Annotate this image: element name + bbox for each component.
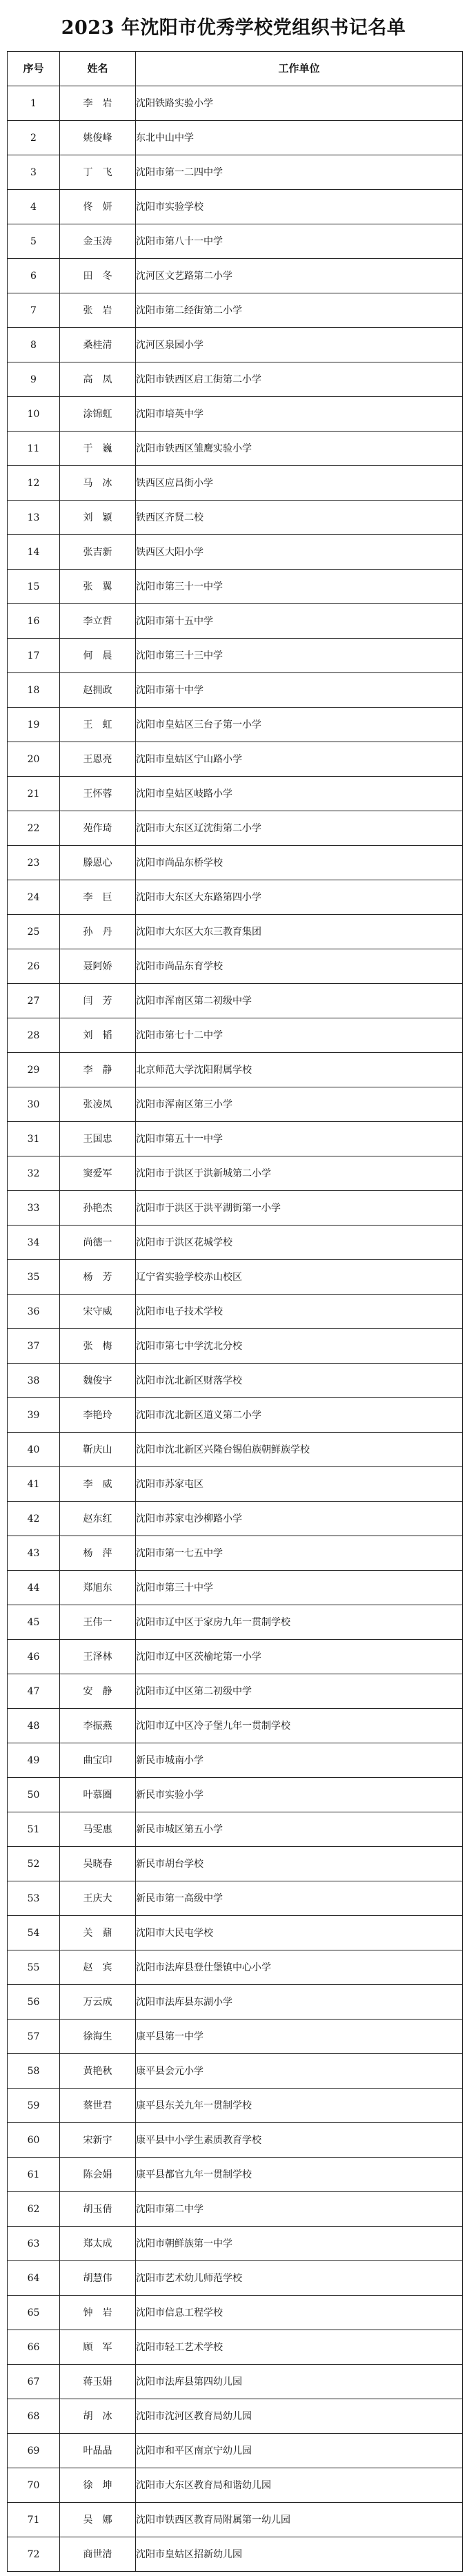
table-row [8,2365,463,2399]
table-row [8,1398,463,1433]
table-row [8,811,463,846]
table-row [8,86,463,121]
work-unit: 康平县都官九年一贯制学校 [136,2158,463,2192]
work-unit: 沈阳市法库县东湖小学 [136,1985,463,2020]
row-number: 46 [8,1640,60,1674]
work-unit: 沈阳市第十中学 [136,673,463,708]
table-row [8,1743,463,1778]
work-unit: 沈阳市于洪区于洪平湖街第一小学 [136,1191,463,1226]
person-name: 王恩亮 [60,742,136,777]
work-unit: 沈阳市培英中学 [136,397,463,432]
table-row [8,155,463,190]
table-row [8,2158,463,2192]
table-row [8,1433,463,1467]
row-number: 53 [8,1881,60,1916]
table-row [8,466,463,501]
table-row [8,604,463,639]
person-name: 赵 宾 [60,1950,136,1985]
work-unit: 沈阳市皇姑区宁山路小学 [136,742,463,777]
row-number: 59 [8,2089,60,2123]
work-unit: 沈河区泉园小学 [136,328,463,362]
row-number: 62 [8,2192,60,2227]
work-unit: 铁西区大阳小学 [136,535,463,570]
person-name: 张吉新 [60,535,136,570]
person-name: 赵拥政 [60,673,136,708]
work-unit: 沈阳市沈北新区道义第二小学 [136,1398,463,1433]
row-number: 36 [8,1295,60,1329]
person-name: 胡慧伟 [60,2261,136,2296]
row-number: 23 [8,846,60,880]
work-unit: 沈阳市辽中区第二初级中学 [136,1674,463,1709]
table-row [8,1916,463,1950]
table-row [8,2192,463,2227]
table-row [8,121,463,155]
work-unit: 沈阳市皇姑区岐路小学 [136,777,463,811]
table-row [8,673,463,708]
row-number: 25 [8,915,60,949]
row-number: 3 [8,155,60,190]
person-name: 蒋玉娟 [60,2365,136,2399]
table-row [8,1571,463,1605]
work-unit: 沈阳市信息工程学校 [136,2296,463,2330]
row-number: 28 [8,1018,60,1053]
table-row [8,570,463,604]
person-name: 丁 飞 [60,155,136,190]
person-name: 曲宝印 [60,1743,136,1778]
person-name: 窦爱军 [60,1156,136,1191]
table-row [8,1295,463,1329]
header-name: 姓名 [60,52,136,86]
header-number: 序号 [8,52,60,86]
row-number: 68 [8,2399,60,2434]
person-name: 马雯惠 [60,1812,136,1847]
person-name: 宋新宇 [60,2123,136,2158]
person-name: 李 岩 [60,86,136,121]
work-unit: 沈阳市第二中学 [136,2192,463,2227]
work-unit: 沈阳市浑南区第二初级中学 [136,984,463,1018]
person-name: 张 梅 [60,1329,136,1364]
work-unit: 沈阳市铁西区雏鹰实验小学 [136,432,463,466]
table-row [8,639,463,673]
work-unit: 沈阳市第五十一中学 [136,1122,463,1156]
work-unit: 沈阳市于洪区于洪新城第二小学 [136,1156,463,1191]
table-row [8,1847,463,1881]
table-row [8,190,463,224]
person-name: 杨 芳 [60,1260,136,1295]
person-name: 聂阿娇 [60,949,136,984]
person-name: 郑太成 [60,2227,136,2261]
person-name: 安 静 [60,1674,136,1709]
table-row [8,2537,463,2572]
person-name: 张凌凤 [60,1087,136,1122]
row-number: 6 [8,259,60,293]
table-row [8,1536,463,1571]
work-unit: 沈阳市电子技术学校 [136,1295,463,1329]
work-unit: 沈阳市皇姑区招新幼儿园 [136,2537,463,2572]
work-unit: 沈阳市第一七五中学 [136,1536,463,1571]
table-row [8,1674,463,1709]
row-number: 64 [8,2261,60,2296]
person-name: 王泽林 [60,1640,136,1674]
row-number: 66 [8,2330,60,2365]
table-row [8,1122,463,1156]
person-name: 胡玉倩 [60,2192,136,2227]
row-number: 34 [8,1226,60,1260]
row-number: 18 [8,673,60,708]
work-unit: 沈阳市和平区南京宁幼儿园 [136,2434,463,2468]
table-row [8,1640,463,1674]
person-name: 陈会娟 [60,2158,136,2192]
table-row [8,1018,463,1053]
table-row [8,362,463,397]
person-name: 尚德一 [60,1226,136,1260]
row-number: 11 [8,432,60,466]
row-number: 38 [8,1364,60,1398]
person-name: 高 凤 [60,362,136,397]
row-number: 9 [8,362,60,397]
person-name: 顾 军 [60,2330,136,2365]
row-number: 13 [8,501,60,535]
row-number: 65 [8,2296,60,2330]
work-unit: 新民市城区第五小学 [136,1812,463,1847]
person-name: 姚俊峰 [60,121,136,155]
row-number: 17 [8,639,60,673]
row-number: 21 [8,777,60,811]
table-row [8,1985,463,2020]
person-name: 靳庆山 [60,1433,136,1467]
table-row [8,2296,463,2330]
person-name: 宋守威 [60,1295,136,1329]
work-unit: 沈阳市第二经街第二小学 [136,293,463,328]
work-unit: 沈阳市辽中区冷子堡九年一贯制学校 [136,1709,463,1743]
table-row [8,1778,463,1812]
work-unit: 沈阳市皇姑区三台子第一小学 [136,708,463,742]
person-name: 张 翼 [60,570,136,604]
work-unit: 沈阳市轻工艺术学校 [136,2330,463,2365]
table-row [8,1087,463,1122]
work-unit: 沈阳市沈河区教育局幼儿园 [136,2399,463,2434]
person-name: 李立哲 [60,604,136,639]
table-row [8,1709,463,1743]
row-number: 4 [8,190,60,224]
work-unit: 沈阳市第八十一中学 [136,224,463,259]
person-name: 孙艳杰 [60,1191,136,1226]
work-unit: 沈阳市浑南区第三小学 [136,1087,463,1122]
row-number: 15 [8,570,60,604]
work-unit: 沈阳市第七十二中学 [136,1018,463,1053]
person-name: 杨 萍 [60,1536,136,1571]
work-unit: 沈阳市第三十三中学 [136,639,463,673]
person-name: 钟 岩 [60,2296,136,2330]
row-number: 24 [8,880,60,915]
work-unit: 新民市实验小学 [136,1778,463,1812]
work-unit: 沈阳市实验学校 [136,190,463,224]
table-row [8,880,463,915]
roster-body [8,86,463,2572]
work-unit: 沈阳市苏家屯沙柳路小学 [136,1502,463,1536]
row-number: 67 [8,2365,60,2399]
table-row [8,224,463,259]
table-row [8,2399,463,2434]
work-unit: 康平县中小学生素质教育学校 [136,2123,463,2158]
person-name: 金玉涛 [60,224,136,259]
person-name: 王庆大 [60,1881,136,1916]
table-row [8,708,463,742]
row-number: 57 [8,2020,60,2054]
person-name: 孙 丹 [60,915,136,949]
work-unit: 辽宁省实验学校赤山校区 [136,1260,463,1295]
work-unit: 沈阳市法库县第四幼儿园 [136,2365,463,2399]
row-number: 56 [8,1985,60,2020]
work-unit: 沈阳市铁西区教育局附属第一幼儿园 [136,2503,463,2537]
row-number: 48 [8,1709,60,1743]
person-name: 张 岩 [60,293,136,328]
work-unit: 沈阳市第一二四中学 [136,155,463,190]
work-unit: 沈阳市尚品东育学校 [136,949,463,984]
table-row [8,2020,463,2054]
row-number: 55 [8,1950,60,1985]
row-number: 44 [8,1571,60,1605]
person-name: 关 鼐 [60,1916,136,1950]
row-number: 10 [8,397,60,432]
row-number: 16 [8,604,60,639]
table-row [8,1329,463,1364]
header-work-unit: 工作单位 [136,52,463,86]
work-unit: 新民市第一高级中学 [136,1881,463,1916]
work-unit: 沈阳市大东区教育局和谐幼儿园 [136,2468,463,2503]
person-name: 徐 坤 [60,2468,136,2503]
work-unit: 新民市城南小学 [136,1743,463,1778]
person-name: 闫 芳 [60,984,136,1018]
person-name: 叶慕圈 [60,1778,136,1812]
work-unit: 沈阳市辽中区于家房九年一贯制学校 [136,1605,463,1640]
row-number: 14 [8,535,60,570]
person-name: 刘 韬 [60,1018,136,1053]
row-number: 31 [8,1122,60,1156]
table-row [8,328,463,362]
person-name: 郑旭东 [60,1571,136,1605]
person-name: 李振燕 [60,1709,136,1743]
table-row [8,1467,463,1502]
row-number: 5 [8,224,60,259]
person-name: 王怀蓉 [60,777,136,811]
row-number: 63 [8,2227,60,2261]
table-row [8,2123,463,2158]
table-row [8,1053,463,1087]
document-title: 2023 年沈阳市优秀学校党组织书记名单 [61,17,406,39]
row-number: 22 [8,811,60,846]
work-unit: 沈阳市大东区大东三教育集团 [136,915,463,949]
row-number: 72 [8,2537,60,2572]
table-row [8,2227,463,2261]
person-name: 李 静 [60,1053,136,1087]
person-name: 王 虹 [60,708,136,742]
row-number: 35 [8,1260,60,1295]
row-number: 45 [8,1605,60,1640]
table-row [8,1364,463,1398]
row-number: 2 [8,121,60,155]
table-row [8,777,463,811]
person-name: 赵东红 [60,1502,136,1536]
table-row [8,2468,463,2503]
person-name: 王伟一 [60,1605,136,1640]
person-name: 马 冰 [60,466,136,501]
table-row [8,984,463,1018]
person-name: 徐海生 [60,2020,136,2054]
person-name: 李 巨 [60,880,136,915]
row-number: 29 [8,1053,60,1087]
table-row [8,259,463,293]
work-unit: 沈阳市第三十一中学 [136,570,463,604]
person-name: 王国忠 [60,1122,136,1156]
work-unit: 沈阳市铁西区启工街第二小学 [136,362,463,397]
row-number: 52 [8,1847,60,1881]
person-name: 蔡世君 [60,2089,136,2123]
row-number: 26 [8,949,60,984]
row-number: 37 [8,1329,60,1364]
work-unit: 康平县会元小学 [136,2054,463,2089]
person-name: 何 晨 [60,639,136,673]
table-row [8,1502,463,1536]
row-number: 61 [8,2158,60,2192]
work-unit: 新民市胡台学校 [136,1847,463,1881]
work-unit: 沈阳市大东区辽沈街第二小学 [136,811,463,846]
table-row [8,2330,463,2365]
table-row [8,1881,463,1916]
table-row [8,915,463,949]
person-name: 于 巍 [60,432,136,466]
table-row [8,2054,463,2089]
work-unit: 铁西区应昌街小学 [136,466,463,501]
table-row [8,501,463,535]
person-name: 滕恩心 [60,846,136,880]
row-number: 51 [8,1812,60,1847]
work-unit: 北京师范大学沈阳附属学校 [136,1053,463,1087]
table-row [8,1812,463,1847]
work-unit: 康平县第一中学 [136,2020,463,2054]
work-unit: 沈阳铁路实验小学 [136,86,463,121]
row-number: 12 [8,466,60,501]
work-unit: 沈阳市朝鲜族第一中学 [136,2227,463,2261]
person-name: 魏俊宇 [60,1364,136,1398]
row-number: 30 [8,1087,60,1122]
work-unit: 沈阳市于洪区花城学校 [136,1226,463,1260]
work-unit: 沈阳市第七中学沈北分校 [136,1329,463,1364]
table-row [8,1191,463,1226]
work-unit: 沈阳市法库县登仕堡镇中心小学 [136,1950,463,1985]
table-row [8,949,463,984]
person-name: 黄艳秋 [60,2054,136,2089]
work-unit: 沈阳市尚品东桥学校 [136,846,463,880]
person-name: 苑作琦 [60,811,136,846]
row-number: 58 [8,2054,60,2089]
table-row [8,432,463,466]
person-name: 万云成 [60,1985,136,2020]
row-number: 54 [8,1916,60,1950]
row-number: 43 [8,1536,60,1571]
table-row [8,1605,463,1640]
table-row [8,397,463,432]
person-name: 刘 颖 [60,501,136,535]
person-name: 李艳玲 [60,1398,136,1433]
work-unit: 沈阳市第十五中学 [136,604,463,639]
table-row [8,2503,463,2537]
table-row [8,1226,463,1260]
person-name: 商世清 [60,2537,136,2572]
person-name: 叶晶晶 [60,2434,136,2468]
work-unit: 沈阳市苏家屯区 [136,1467,463,1502]
row-number: 71 [8,2503,60,2537]
table-row [8,846,463,880]
person-name: 涂锦虹 [60,397,136,432]
row-number: 42 [8,1502,60,1536]
person-name: 佟 妍 [60,190,136,224]
table-row [8,1950,463,1985]
row-number: 27 [8,984,60,1018]
row-number: 41 [8,1467,60,1502]
person-name: 桑桂清 [60,328,136,362]
row-number: 7 [8,293,60,328]
work-unit: 沈阳市辽中区茨榆坨第一小学 [136,1640,463,1674]
table-header-row [8,52,463,86]
table-row [8,2261,463,2296]
row-number: 50 [8,1778,60,1812]
row-number: 33 [8,1191,60,1226]
row-number: 20 [8,742,60,777]
person-name: 胡 冰 [60,2399,136,2434]
work-unit: 康平县东关九年一贯制学校 [136,2089,463,2123]
person-name: 吴 娜 [60,2503,136,2537]
table-row [8,293,463,328]
row-number: 70 [8,2468,60,2503]
work-unit: 沈阳市大民屯学校 [136,1916,463,1950]
person-name: 吴晓春 [60,1847,136,1881]
work-unit: 沈阳市大东区大东路第四小学 [136,880,463,915]
work-unit: 沈阳市沈北新区财落学校 [136,1364,463,1398]
work-unit: 沈河区文艺路第二小学 [136,259,463,293]
table-row [8,2434,463,2468]
row-number: 49 [8,1743,60,1778]
roster-table [7,51,463,2572]
work-unit: 沈阳市第三十中学 [136,1571,463,1605]
row-number: 47 [8,1674,60,1709]
row-number: 1 [8,86,60,121]
row-number: 19 [8,708,60,742]
work-unit: 铁西区齐贤二校 [136,501,463,535]
work-unit: 东北中山中学 [136,121,463,155]
row-number: 60 [8,2123,60,2158]
table-row [8,2089,463,2123]
row-number: 8 [8,328,60,362]
work-unit: 沈阳市沈北新区兴隆台锡伯族朝鲜族学校 [136,1433,463,1467]
person-name: 李 威 [60,1467,136,1502]
row-number: 39 [8,1398,60,1433]
table-row [8,1260,463,1295]
table-row [8,742,463,777]
row-number: 40 [8,1433,60,1467]
table-row [8,1156,463,1191]
person-name: 田 冬 [60,259,136,293]
work-unit: 沈阳市艺术幼儿师范学校 [136,2261,463,2296]
table-row [8,535,463,570]
row-number: 32 [8,1156,60,1191]
row-number: 69 [8,2434,60,2468]
